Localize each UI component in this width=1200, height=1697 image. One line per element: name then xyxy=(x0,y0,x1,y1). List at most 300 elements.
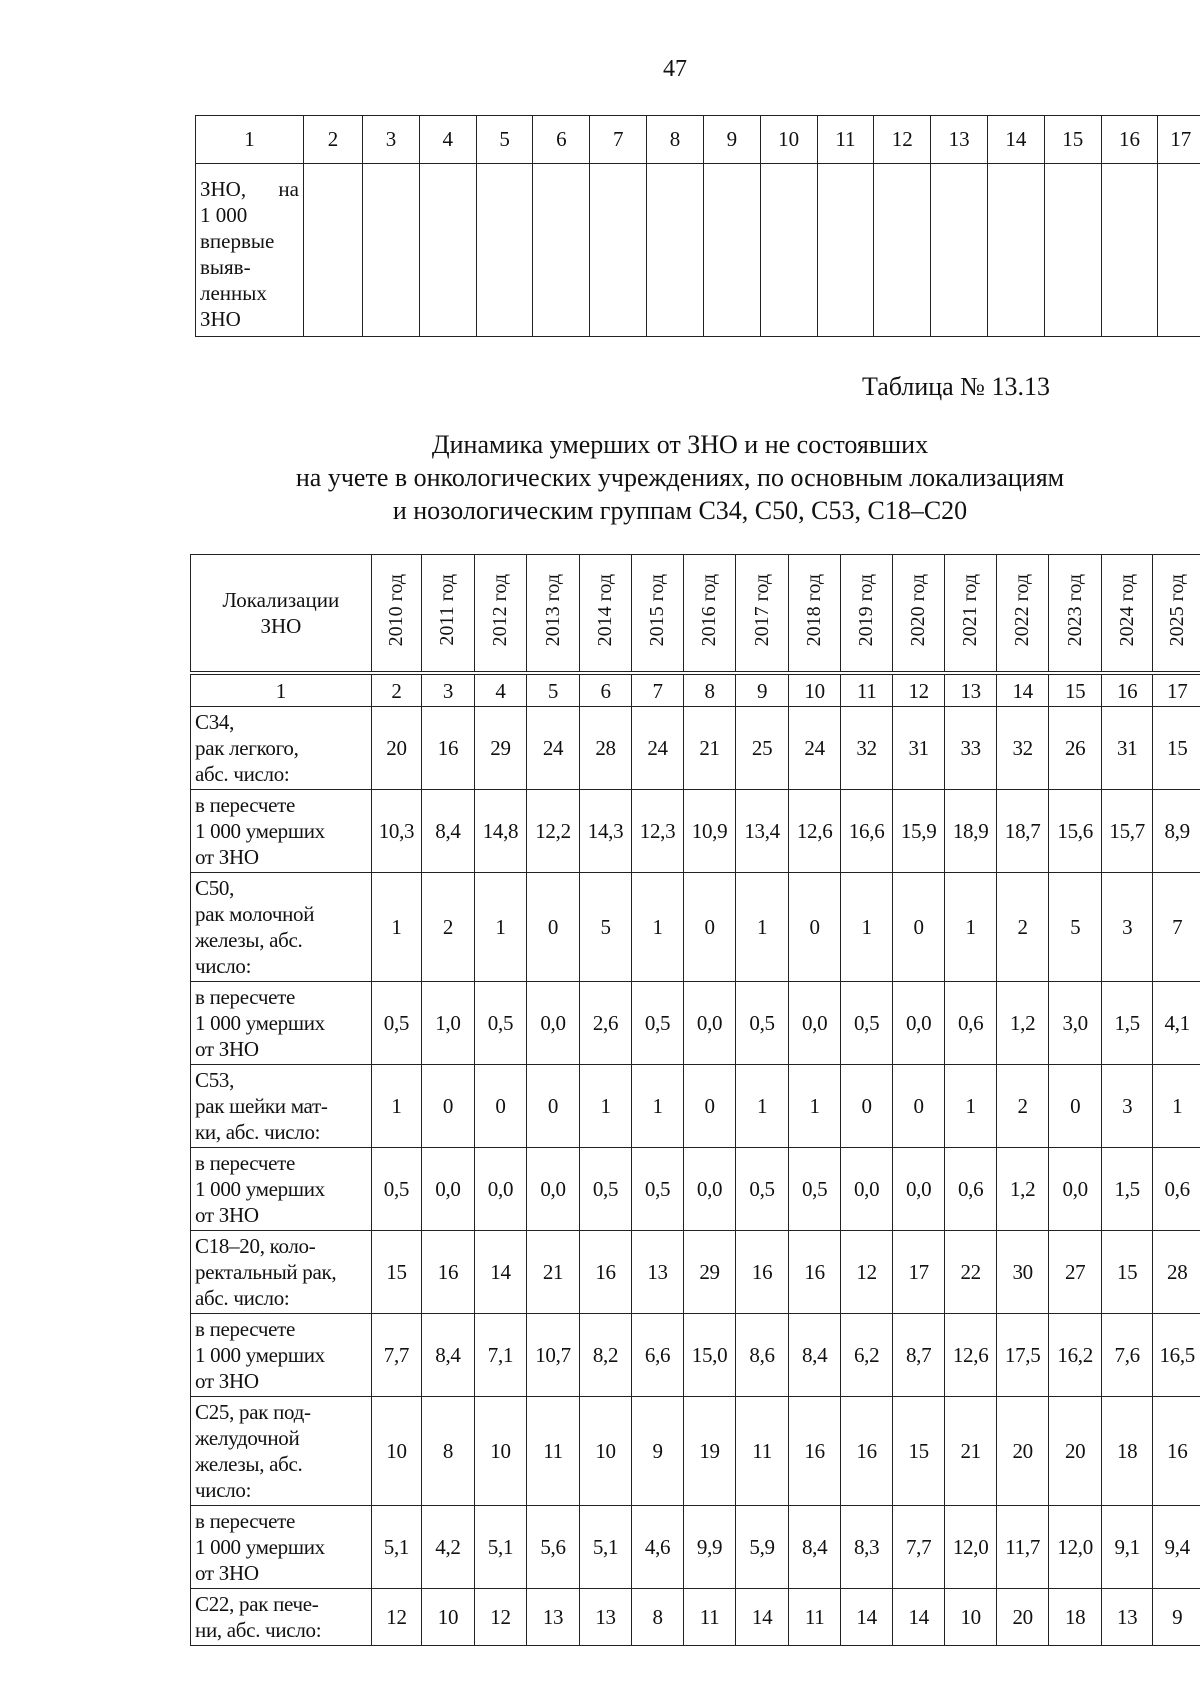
value-cell: 1 xyxy=(632,873,683,982)
value-cell: 21 xyxy=(945,1397,996,1506)
value-cell: 0,6 xyxy=(945,982,996,1065)
value-cell: 1 xyxy=(788,1065,841,1148)
value-cell: 1,5 xyxy=(1101,1148,1152,1231)
row-label-line: 1 000 умерших xyxy=(195,1535,325,1559)
value-cell: 0 xyxy=(683,873,736,982)
row-label-line: 1 000 умерших xyxy=(195,819,325,843)
value-cell: 0,5 xyxy=(841,982,892,1065)
empty-cell xyxy=(647,164,704,337)
value-cell: 8 xyxy=(632,1589,683,1646)
value-cell: 6,2 xyxy=(841,1314,892,1397)
column-number-cell: 9 xyxy=(736,675,789,707)
row-label-cell xyxy=(191,1314,372,1397)
value-cell: 11,7 xyxy=(996,1506,1049,1589)
value-cell: 24 xyxy=(788,707,841,790)
row-label-line: в пересчете xyxy=(195,1509,296,1533)
main-table-header xyxy=(190,554,1200,672)
value-cell: 20 xyxy=(1049,1397,1102,1506)
row-label-line: абс. число: xyxy=(195,1286,290,1310)
year-header-cell xyxy=(632,555,683,672)
value-cell: 16 xyxy=(1153,1397,1200,1506)
row-label-text: ЗНО xyxy=(200,307,241,331)
row-label-text: на xyxy=(278,177,299,201)
empty-cell xyxy=(303,164,362,337)
value-cell: 3,0 xyxy=(1049,982,1102,1065)
value-cell: 29 xyxy=(474,707,527,790)
localization-header-cell xyxy=(191,555,372,672)
value-cell: 15 xyxy=(371,1231,421,1314)
table-row xyxy=(191,1589,1200,1646)
value-cell: 4,1 xyxy=(1153,982,1200,1065)
localization-header-line: Локализации xyxy=(222,588,340,612)
empty-cell xyxy=(987,164,1044,337)
row-label-line: железы, абс. xyxy=(195,928,303,952)
value-cell: 1 xyxy=(371,873,421,982)
value-cell: 8,7 xyxy=(892,1314,945,1397)
row-label-line xyxy=(200,228,299,254)
value-cell: 0,5 xyxy=(371,982,421,1065)
value-cell: 9,9 xyxy=(683,1506,736,1589)
value-cell: 29 xyxy=(683,1231,736,1314)
value-cell: 8 xyxy=(422,1397,475,1506)
table-row xyxy=(191,1506,1200,1589)
column-number-cell: 13 xyxy=(945,675,996,707)
value-cell: 13 xyxy=(1101,1589,1152,1646)
value-cell: 31 xyxy=(892,707,945,790)
year-header-cell xyxy=(841,555,892,672)
column-number-cell: 6 xyxy=(533,116,590,164)
value-cell: 10 xyxy=(474,1397,527,1506)
row-label-text: ЗНО, xyxy=(200,177,247,201)
year-header-cell xyxy=(579,555,632,672)
value-cell: 5,1 xyxy=(579,1506,632,1589)
continuation-table-row xyxy=(196,164,1200,337)
value-cell: 33 xyxy=(945,707,996,790)
value-cell: 12,6 xyxy=(945,1314,996,1397)
value-cell: 0 xyxy=(892,873,945,982)
value-cell: 0 xyxy=(474,1065,527,1148)
year-header-cell xyxy=(371,555,421,672)
value-cell: 10 xyxy=(371,1397,421,1506)
empty-cell xyxy=(703,164,760,337)
value-cell: 6,6 xyxy=(632,1314,683,1397)
column-number-cell: 8 xyxy=(647,116,704,164)
row-label-cell xyxy=(191,982,372,1065)
empty-cell xyxy=(590,164,647,337)
row-label-line: в пересчете xyxy=(195,985,296,1009)
year-header-cell xyxy=(1153,555,1200,672)
value-cell: 11 xyxy=(683,1589,736,1646)
value-cell: 0 xyxy=(527,1065,580,1148)
value-cell: 18 xyxy=(1049,1589,1102,1646)
value-cell: 10 xyxy=(945,1589,996,1646)
column-number-cell: 5 xyxy=(476,116,533,164)
value-cell: 12 xyxy=(841,1231,892,1314)
row-label-cell xyxy=(196,164,304,337)
table-row xyxy=(191,873,1200,982)
row-label-line: абс. число: xyxy=(195,762,290,786)
value-cell: 32 xyxy=(841,707,892,790)
table-row xyxy=(191,1314,1200,1397)
value-cell: 24 xyxy=(632,707,683,790)
value-cell: 0,5 xyxy=(632,1148,683,1231)
row-label-line: в пересчете xyxy=(195,1151,296,1175)
column-number-cell: 5 xyxy=(527,675,580,707)
value-cell: 0,5 xyxy=(632,982,683,1065)
value-cell: 16 xyxy=(841,1397,892,1506)
value-cell: 5,1 xyxy=(371,1506,421,1589)
value-cell: 16 xyxy=(736,1231,789,1314)
page-number: 47 xyxy=(663,56,687,82)
value-cell: 0,0 xyxy=(683,982,736,1065)
value-cell: 11 xyxy=(527,1397,580,1506)
row-label-cell xyxy=(191,1397,372,1506)
value-cell: 32 xyxy=(996,707,1049,790)
row-label-cell xyxy=(191,1065,372,1148)
row-label-line: в пересчете xyxy=(195,1317,296,1341)
empty-cell xyxy=(476,164,533,337)
value-cell: 17 xyxy=(892,1231,945,1314)
table-title-line: на учете в онкологических учреждениях, по основным локализациям xyxy=(295,463,1065,492)
row-label-line: от ЗНО xyxy=(195,1203,259,1227)
row-label-text: ленных xyxy=(200,281,267,305)
year-label: 2023 год xyxy=(1063,573,1086,647)
row-label-line: 1 000 умерших xyxy=(195,1177,325,1201)
value-cell: 2 xyxy=(996,873,1049,982)
value-cell: 16 xyxy=(579,1231,632,1314)
row-label-line: от ЗНО xyxy=(195,1369,259,1393)
value-cell: 7,6 xyxy=(1101,1314,1152,1397)
row-label-cell xyxy=(191,707,372,790)
value-cell: 8,9 xyxy=(1153,790,1200,873)
row-label-line xyxy=(200,254,299,280)
value-cell: 26 xyxy=(1049,707,1102,790)
table-row xyxy=(191,982,1200,1065)
value-cell: 18,9 xyxy=(945,790,996,873)
value-cell: 12 xyxy=(371,1589,421,1646)
row-label-line: С25, рак под- xyxy=(195,1400,311,1424)
value-cell: 7 xyxy=(1153,873,1200,982)
value-cell: 3 xyxy=(1101,873,1152,982)
value-cell: 0 xyxy=(527,873,580,982)
row-label-line: ни, абс. число: xyxy=(195,1618,322,1642)
value-cell: 1 xyxy=(736,873,789,982)
value-cell: 18 xyxy=(1101,1397,1152,1506)
empty-cell xyxy=(760,164,817,337)
value-cell: 20 xyxy=(996,1397,1049,1506)
year-header-cell xyxy=(892,555,945,672)
value-cell: 10,7 xyxy=(527,1314,580,1397)
row-label-text: выяв- xyxy=(200,255,251,279)
column-number-cell: 3 xyxy=(363,116,420,164)
empty-cell xyxy=(1158,164,1200,337)
empty-cell xyxy=(1101,164,1158,337)
value-cell: 16 xyxy=(422,1231,475,1314)
row-label-line: от ЗНО xyxy=(195,845,259,869)
value-cell: 13 xyxy=(632,1231,683,1314)
value-cell: 15,6 xyxy=(1049,790,1102,873)
row-label-line: рак легкого, xyxy=(195,736,299,760)
value-cell: 12,2 xyxy=(527,790,580,873)
value-cell: 0,0 xyxy=(1049,1148,1102,1231)
row-label-line xyxy=(200,176,299,202)
row-label-line: С18–20, коло- xyxy=(195,1234,316,1258)
value-cell: 15,0 xyxy=(683,1314,736,1397)
year-header-cell xyxy=(1049,555,1102,672)
value-cell: 5 xyxy=(579,873,632,982)
value-cell: 19 xyxy=(683,1397,736,1506)
year-label: 2013 год xyxy=(541,573,564,647)
value-cell: 0,0 xyxy=(788,982,841,1065)
value-cell: 0,5 xyxy=(371,1148,421,1231)
column-number-row xyxy=(191,675,1200,707)
year-label: 2016 год xyxy=(698,573,721,647)
value-cell: 16,6 xyxy=(841,790,892,873)
year-label: 2012 год xyxy=(488,573,511,647)
value-cell: 30 xyxy=(996,1231,1049,1314)
row-label-line: С34, xyxy=(195,710,235,734)
localization-header-line: ЗНО xyxy=(260,614,302,638)
value-cell: 10,9 xyxy=(683,790,736,873)
row-label-line: желудочной xyxy=(195,1426,300,1450)
column-number-cell: 16 xyxy=(1101,675,1152,707)
row-label-text: 1 000 xyxy=(200,203,248,227)
column-number-cell: 10 xyxy=(760,116,817,164)
value-cell: 13 xyxy=(527,1589,580,1646)
column-number-cell: 9 xyxy=(703,116,760,164)
main-table-header-row xyxy=(191,555,1200,672)
row-label-text: впервые xyxy=(200,229,275,253)
value-cell: 4,6 xyxy=(632,1506,683,1589)
value-cell: 16 xyxy=(788,1397,841,1506)
year-label: 2011 год xyxy=(436,574,459,646)
column-number-cell: 2 xyxy=(303,116,362,164)
value-cell: 8,6 xyxy=(736,1314,789,1397)
value-cell: 1 xyxy=(736,1065,789,1148)
value-cell: 12,0 xyxy=(945,1506,996,1589)
year-label: 2020 год xyxy=(907,573,930,647)
year-label: 2022 год xyxy=(1011,573,1034,647)
column-number-cell: 4 xyxy=(419,116,476,164)
column-number-cell: 2 xyxy=(371,675,421,707)
value-cell: 0,5 xyxy=(736,982,789,1065)
row-label-line: от ЗНО xyxy=(195,1561,259,1585)
table-row xyxy=(191,707,1200,790)
empty-cell xyxy=(874,164,931,337)
value-cell: 12,6 xyxy=(788,790,841,873)
value-cell: 14 xyxy=(892,1589,945,1646)
column-number-cell: 12 xyxy=(892,675,945,707)
value-cell: 24 xyxy=(527,707,580,790)
value-cell: 0,0 xyxy=(422,1148,475,1231)
column-number-cell: 16 xyxy=(1101,116,1158,164)
row-label-line: ки, абс. число: xyxy=(195,1120,321,1144)
empty-cell xyxy=(363,164,420,337)
value-cell: 15 xyxy=(1153,707,1200,790)
year-label: 2018 год xyxy=(803,573,826,647)
value-cell: 0,6 xyxy=(1153,1148,1200,1231)
table-title-line: Динамика умерших от ЗНО и не состоявших xyxy=(431,430,929,459)
year-label: 2015 год xyxy=(646,573,669,647)
value-cell: 14 xyxy=(474,1231,527,1314)
value-cell: 28 xyxy=(579,707,632,790)
value-cell: 7,7 xyxy=(371,1314,421,1397)
value-cell: 15,9 xyxy=(892,790,945,873)
value-cell: 0 xyxy=(422,1065,475,1148)
column-number-cell: 14 xyxy=(987,116,1044,164)
row-label-cell xyxy=(191,873,372,982)
column-number-cell: 15 xyxy=(1044,116,1101,164)
value-cell: 16 xyxy=(788,1231,841,1314)
value-cell: 14,8 xyxy=(474,790,527,873)
year-label: 2017 год xyxy=(750,573,773,647)
year-header-cell xyxy=(736,555,789,672)
table-row xyxy=(191,1148,1200,1231)
year-label: 2019 год xyxy=(855,573,878,647)
value-cell: 0,5 xyxy=(579,1148,632,1231)
row-label-cell xyxy=(191,1148,372,1231)
year-header-cell xyxy=(996,555,1049,672)
column-number-cell: 10 xyxy=(788,675,841,707)
table-row xyxy=(191,1065,1200,1148)
row-label-line xyxy=(200,280,299,306)
table-row xyxy=(191,790,1200,873)
value-cell: 4,2 xyxy=(422,1506,475,1589)
year-label: 2021 год xyxy=(959,573,982,647)
year-header-cell xyxy=(1101,555,1152,672)
value-cell: 11 xyxy=(788,1589,841,1646)
value-cell: 0,0 xyxy=(683,1148,736,1231)
value-cell: 1 xyxy=(579,1065,632,1148)
value-cell: 1 xyxy=(945,873,996,982)
value-cell: 13,4 xyxy=(736,790,789,873)
empty-cell xyxy=(1044,164,1101,337)
value-cell: 5 xyxy=(1049,873,1102,982)
value-cell: 9 xyxy=(632,1397,683,1506)
column-number-cell: 14 xyxy=(996,675,1049,707)
column-number-cell: 13 xyxy=(931,116,988,164)
column-number-cell: 7 xyxy=(590,116,647,164)
value-cell: 14 xyxy=(841,1589,892,1646)
value-cell: 1 xyxy=(1153,1065,1200,1148)
value-cell: 2,6 xyxy=(579,982,632,1065)
value-cell: 2 xyxy=(996,1065,1049,1148)
column-number-cell: 11 xyxy=(841,675,892,707)
row-label-cell xyxy=(191,790,372,873)
value-cell: 1 xyxy=(841,873,892,982)
value-cell: 3 xyxy=(1101,1065,1152,1148)
row-label-line: число: xyxy=(195,1478,252,1502)
value-cell: 5,6 xyxy=(527,1506,580,1589)
value-cell: 15 xyxy=(892,1397,945,1506)
row-label-line: от ЗНО xyxy=(195,1037,259,1061)
table-row xyxy=(191,1397,1200,1506)
table-title-line: и нозологическим группам С34, С50, С53, С18–С20 xyxy=(392,496,968,525)
value-cell: 16,2 xyxy=(1049,1314,1102,1397)
value-cell: 20 xyxy=(371,707,421,790)
value-cell: 0 xyxy=(788,873,841,982)
value-cell: 9,1 xyxy=(1101,1506,1152,1589)
column-number-cell: 1 xyxy=(196,116,304,164)
column-number-cell: 8 xyxy=(683,675,736,707)
value-cell: 31 xyxy=(1101,707,1152,790)
value-cell: 12,3 xyxy=(632,790,683,873)
column-number-cell: 17 xyxy=(1158,116,1200,164)
row-label-line: С50, xyxy=(195,876,235,900)
value-cell: 0 xyxy=(683,1065,736,1148)
value-cell: 0,0 xyxy=(527,1148,580,1231)
row-label-line: рак шейки мат- xyxy=(195,1094,328,1118)
column-number-cell: 15 xyxy=(1049,675,1102,707)
value-cell: 15 xyxy=(1101,1231,1152,1314)
value-cell: 28 xyxy=(1153,1231,1200,1314)
row-label-cell xyxy=(191,1589,372,1646)
value-cell: 0,0 xyxy=(892,982,945,1065)
column-number-cell: 4 xyxy=(474,675,527,707)
value-cell: 27 xyxy=(1049,1231,1102,1314)
value-cell: 0,0 xyxy=(892,1148,945,1231)
row-label-line: С22, рак пече- xyxy=(195,1592,319,1616)
value-cell: 1 xyxy=(945,1065,996,1148)
value-cell: 0,0 xyxy=(474,1148,527,1231)
main-table xyxy=(190,674,1200,1646)
row-label-line: 1 000 умерших xyxy=(195,1343,325,1367)
value-cell: 0,5 xyxy=(736,1148,789,1231)
continuation-table xyxy=(195,115,1200,337)
year-header-cell xyxy=(422,555,475,672)
column-number-cell: 1 xyxy=(191,675,372,707)
value-cell: 15,7 xyxy=(1101,790,1152,873)
row-label-line: железы, абс. xyxy=(195,1452,303,1476)
value-cell: 0 xyxy=(892,1065,945,1148)
row-label-line: число: xyxy=(195,954,252,978)
column-number-cell: 11 xyxy=(817,116,874,164)
value-cell: 1 xyxy=(632,1065,683,1148)
value-cell: 1 xyxy=(474,873,527,982)
value-cell: 21 xyxy=(527,1231,580,1314)
value-cell: 16,5 xyxy=(1153,1314,1200,1397)
value-cell: 0,0 xyxy=(841,1148,892,1231)
value-cell: 14,3 xyxy=(579,790,632,873)
year-label: 2024 год xyxy=(1115,573,1138,647)
value-cell: 0,5 xyxy=(474,982,527,1065)
value-cell: 21 xyxy=(683,707,736,790)
value-cell: 22 xyxy=(945,1231,996,1314)
value-cell: 0,5 xyxy=(788,1148,841,1231)
value-cell: 1,2 xyxy=(996,1148,1049,1231)
column-number-cell: 17 xyxy=(1153,675,1200,707)
value-cell: 11 xyxy=(736,1397,789,1506)
value-cell: 0 xyxy=(841,1065,892,1148)
row-label-line xyxy=(200,306,299,332)
year-header-cell xyxy=(945,555,996,672)
value-cell: 8,4 xyxy=(788,1506,841,1589)
row-label-line: рак молочной xyxy=(195,902,315,926)
value-cell: 10,3 xyxy=(371,790,421,873)
year-label: 2010 год xyxy=(384,573,407,647)
value-cell: 8,4 xyxy=(788,1314,841,1397)
empty-cell xyxy=(419,164,476,337)
column-number-cell: 12 xyxy=(874,116,931,164)
value-cell: 0,6 xyxy=(945,1148,996,1231)
continuation-table-header-row xyxy=(196,116,1200,164)
empty-cell xyxy=(533,164,590,337)
value-cell: 17,5 xyxy=(996,1314,1049,1397)
value-cell: 9 xyxy=(1153,1589,1200,1646)
value-cell: 8,3 xyxy=(841,1506,892,1589)
value-cell: 16 xyxy=(422,707,475,790)
year-label: 2014 год xyxy=(594,573,617,647)
